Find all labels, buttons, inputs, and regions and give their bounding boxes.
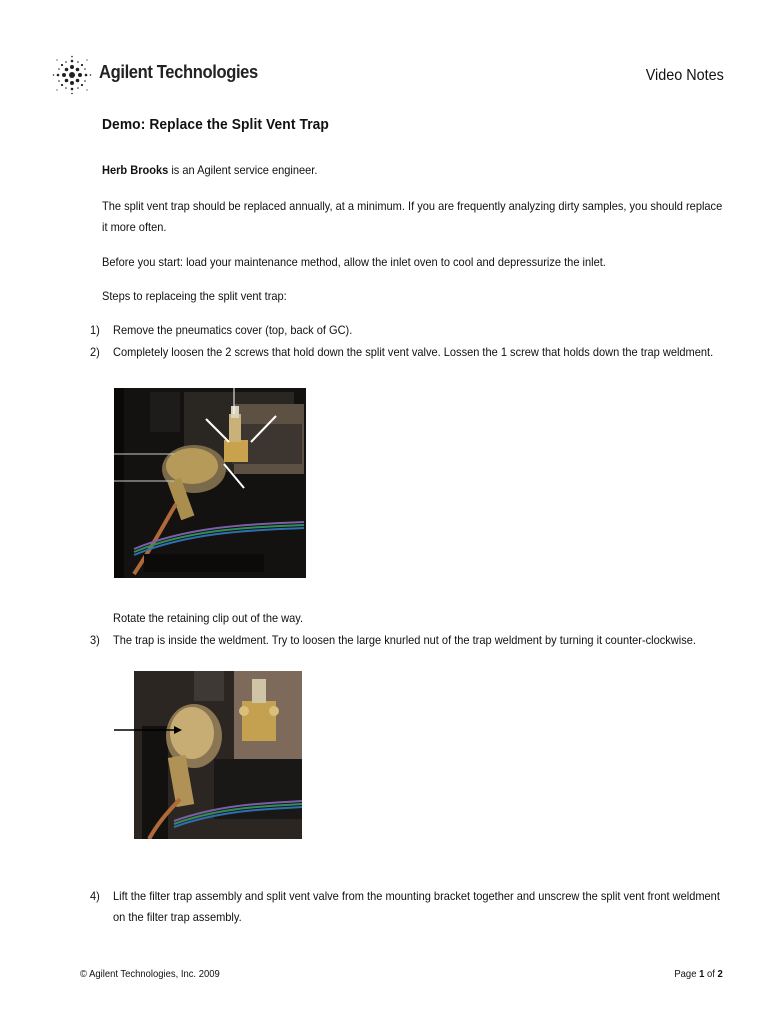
engineer-name: Herb Brooks (102, 163, 169, 177)
page-prefix: Page (674, 968, 700, 980)
step-number: 3) (90, 633, 100, 647)
step-text: Remove the pneumatics cover (top, back of GC). (113, 323, 353, 337)
agilent-spark-logo-icon (52, 55, 92, 95)
step-text: Lift the filter trap assembly and split vent valve from the mounting bracket together and unscrew the split vent front weldment on the filter trap assembly. (113, 889, 720, 924)
page-current: 1 (699, 968, 705, 980)
page-total: 2 (717, 968, 723, 980)
split-vent-valve-photo (114, 384, 306, 580)
video-notes-label: Video Notes (645, 67, 724, 84)
before-you-start-paragraph: Before you start: load your maintenance method, allow the inlet oven to cool and depressurize the inlet. (102, 255, 606, 269)
step-text: Completely loosen the 2 screws that hold down the split vent valve. Lossen the 1 screw that holds down the trap weldment. (113, 345, 714, 359)
page-title: Demo: Replace the Split Vent Trap (102, 116, 329, 133)
step-number: 1) (90, 323, 100, 337)
steps-intro-paragraph: Steps to replaceing the split vent trap: (102, 289, 287, 303)
engineer-description: is an Agilent service engineer. (168, 163, 318, 177)
step-text: Rotate the retaining clip out of the way. (113, 611, 304, 625)
step-number: 2) (90, 345, 100, 359)
step-number: 4) (90, 889, 100, 903)
intro-paragraph (102, 160, 728, 181)
replacement-frequency-paragraph: The split vent trap should be replaced annually, at a minimum. If you are frequently analyzing dirty samples, you should replace it more often. (102, 199, 723, 234)
copyright-notice: © Agilent Technologies, Inc. 2009 (80, 968, 220, 980)
trap-weldment-photo (114, 671, 302, 839)
step-text: The trap is inside the weldment. Try to loosen the large knurled nut of the trap weldment by turning it counter-clockwise. (113, 633, 696, 647)
page-mid: of (704, 968, 718, 980)
page-number (675, 968, 723, 980)
brand-name: Agilent Technologies (99, 62, 258, 82)
